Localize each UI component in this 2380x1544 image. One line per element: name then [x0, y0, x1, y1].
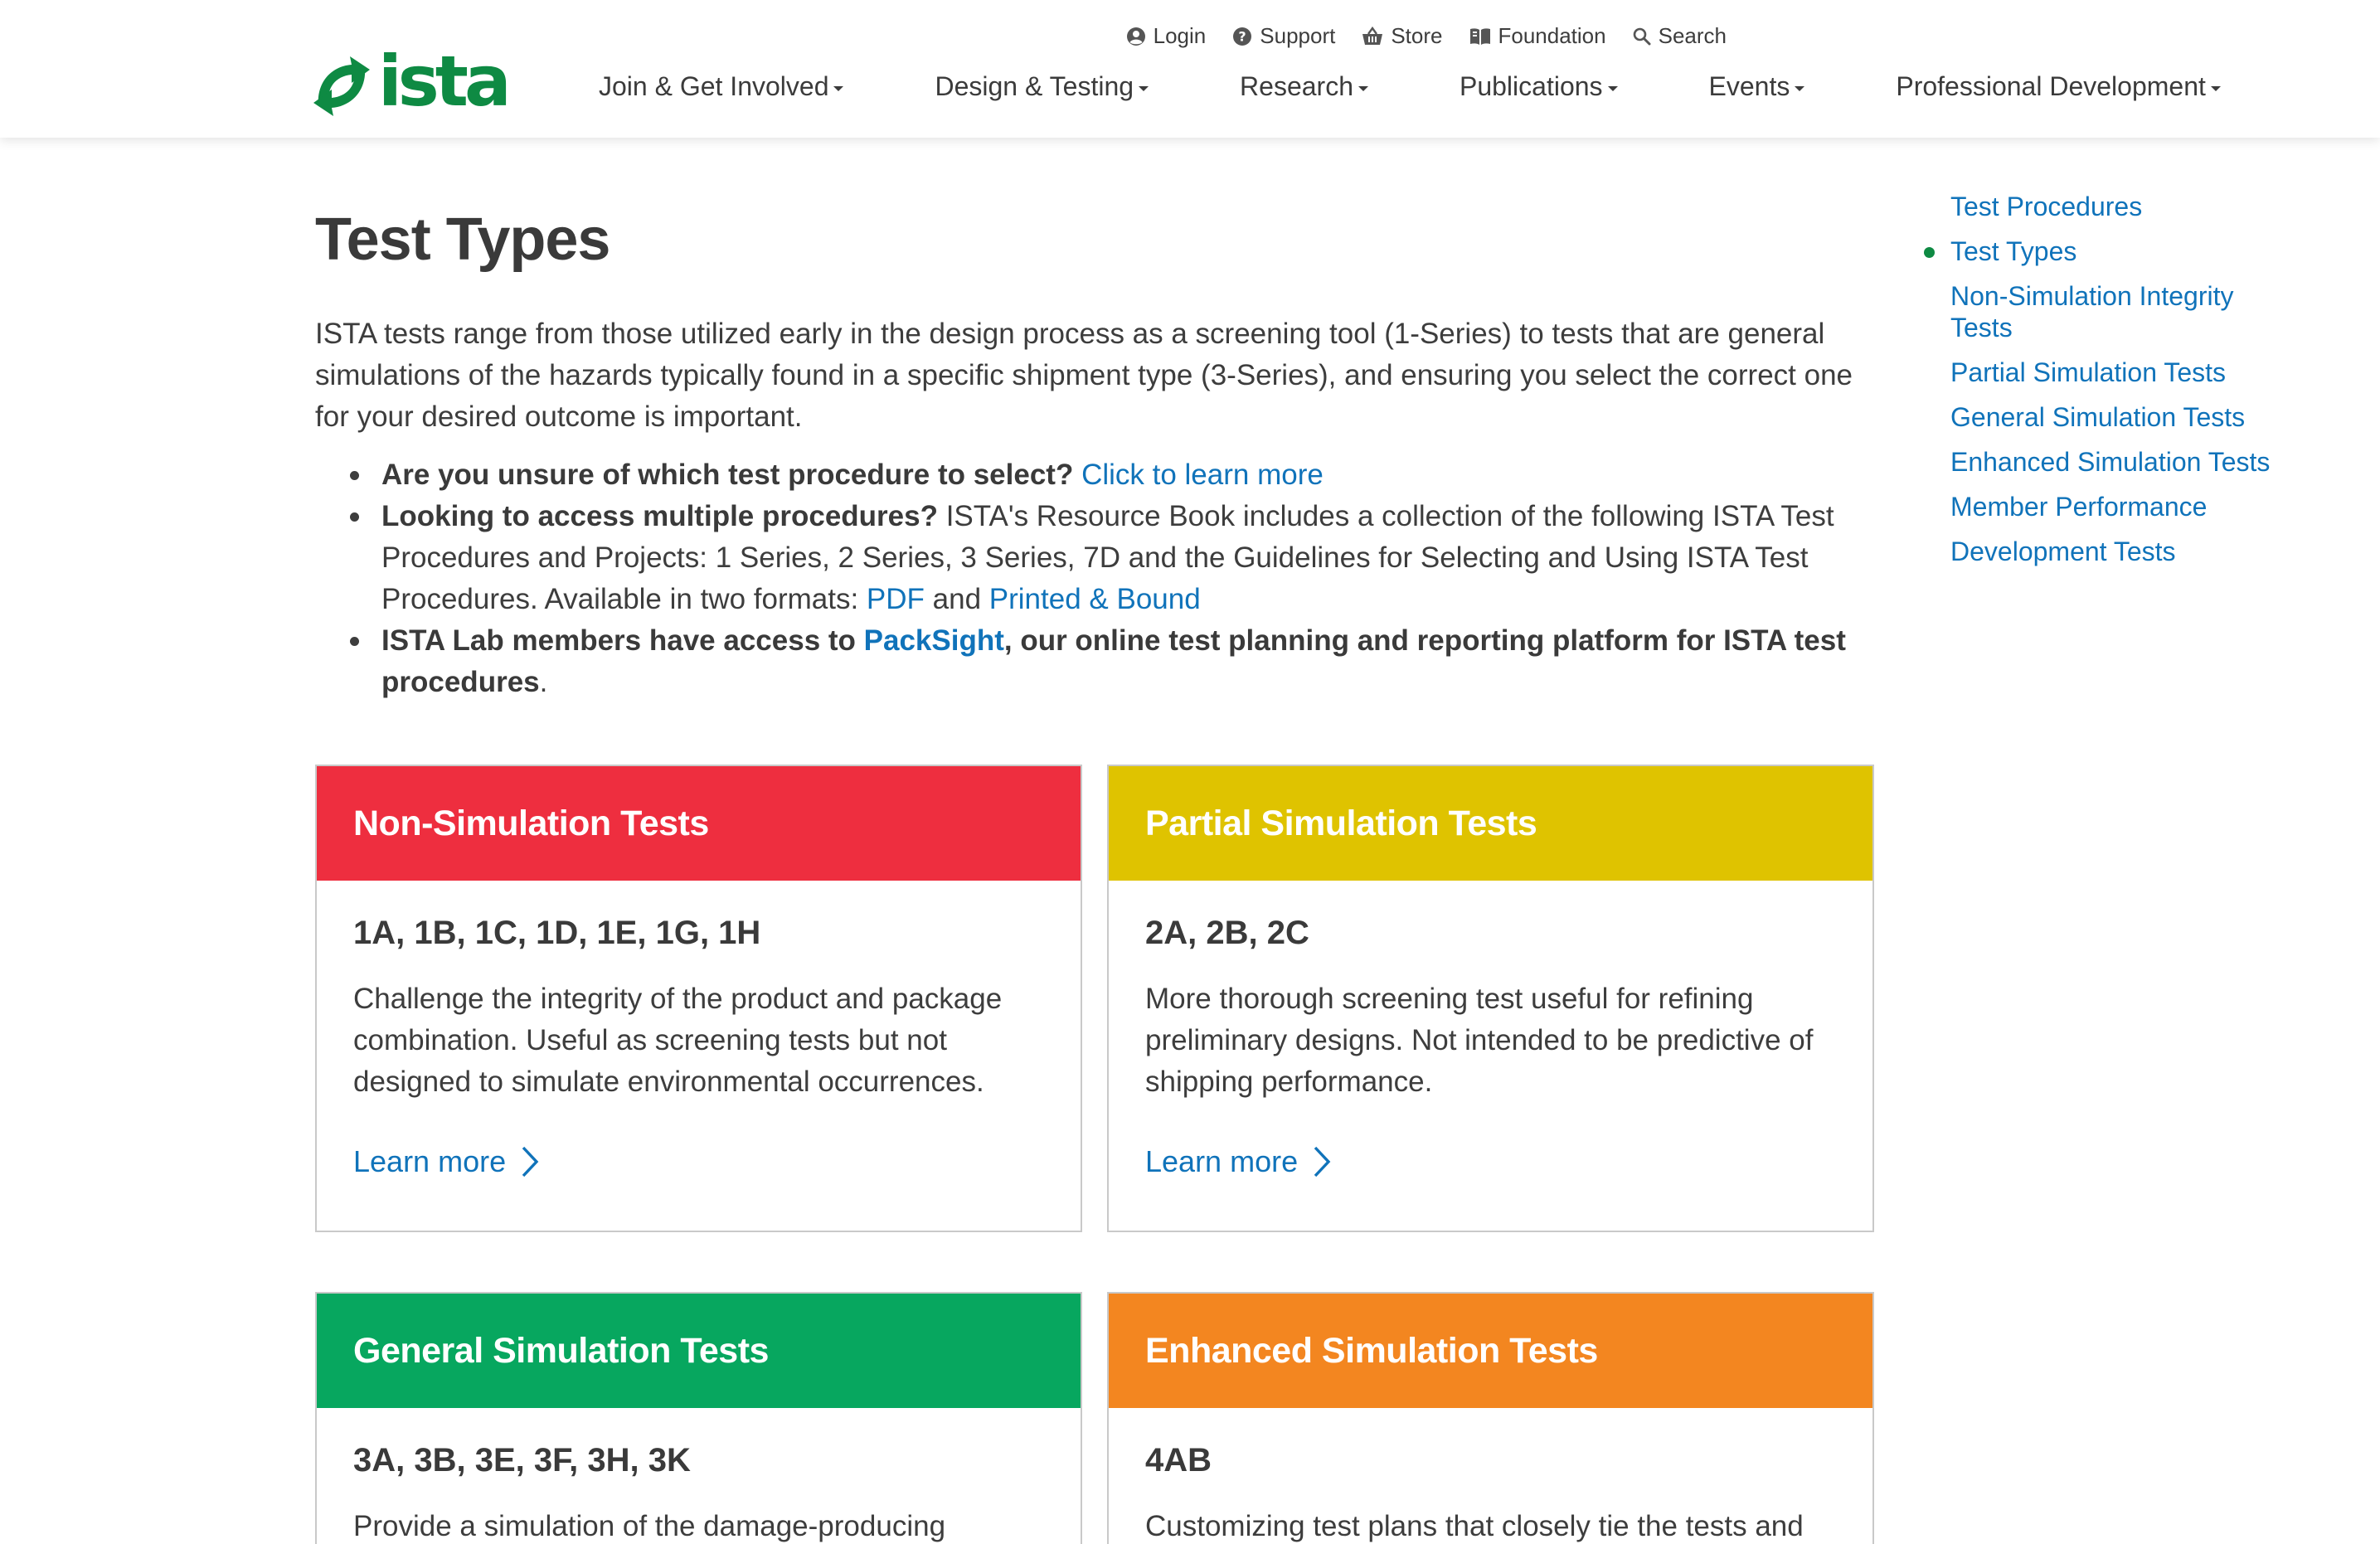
site-header — [0, 0, 2380, 138]
nav-professional-development[interactable] — [1896, 71, 2221, 102]
search-icon — [1633, 27, 1651, 46]
caret-down-icon — [1358, 86, 1368, 91]
list-item — [350, 454, 1876, 496]
utility-nav — [1126, 23, 1727, 49]
page-title: Test Types — [315, 206, 610, 273]
card-learn-more-link[interactable] — [353, 1144, 1044, 1179]
card-description: More thorough screening test useful for refining preliminary designs. Not intended to be predictive of shipping performance. — [1145, 983, 1814, 1098]
card-description: Provide a simulation of the damage-producing — [353, 1510, 946, 1542]
card-description: Challenge the integrity of the product and package combination. Useful as screening tests but not designed to simulate environmental occurrences. — [353, 983, 1003, 1098]
search-label: Search — [1658, 23, 1727, 48]
caret-down-icon — [2211, 86, 2221, 91]
foundation-link[interactable] — [1469, 23, 1606, 49]
card-codes: 2A, 2B, 2C — [1145, 915, 1309, 951]
card-title: Partial Simulation Tests — [1109, 766, 1872, 881]
login-label: Login — [1153, 23, 1207, 48]
caret-down-icon — [1608, 86, 1618, 91]
store-link[interactable] — [1362, 23, 1442, 49]
bullet-bold-text: ISTA Lab members have access to — [381, 624, 864, 657]
card-body — [1109, 1408, 1872, 1544]
card-body — [1109, 881, 1872, 1179]
sidenav-item-test-procedures[interactable]: Test Procedures — [1950, 192, 2143, 221]
printed-bound-link[interactable]: Printed & Bound — [988, 583, 1201, 615]
card-general-simulation — [315, 1292, 1082, 1544]
book-open-icon — [1469, 27, 1491, 46]
section-side-nav — [1950, 191, 2282, 580]
nav-label: Publications — [1459, 71, 1603, 101]
ista-arrows-icon — [310, 55, 373, 118]
bullet-text: and — [924, 583, 989, 615]
packsight-link[interactable]: PackSight — [863, 624, 1004, 657]
learn-more-label: Learn more — [1145, 1144, 1299, 1178]
card-title: General Simulation Tests — [317, 1294, 1081, 1408]
card-title: Non-Simulation Tests — [317, 766, 1081, 881]
card-non-simulation — [315, 765, 1082, 1232]
nav-events[interactable] — [1709, 71, 1805, 102]
bullet-text: ISTA's Resource Book includes a collection of the following ISTA Test Procedures and Projects: 1 Series, 2 Series, 3 Series, 7D and the Guidelines for Selecting and Using ISTA Test Procedures. Available in two formats: — [381, 500, 1834, 615]
caret-down-icon — [833, 86, 843, 91]
learn-more-link[interactable]: Click to learn more — [1081, 459, 1324, 491]
bullet-bold-text: Looking to access multiple procedures? — [381, 500, 938, 532]
list-item — [350, 620, 1876, 703]
nav-research[interactable] — [1240, 71, 1368, 102]
search-link[interactable] — [1633, 23, 1727, 49]
bullet-text: . — [539, 666, 548, 698]
card-body — [317, 1408, 1081, 1544]
sidenav-item-development-tests[interactable]: Development Tests — [1950, 537, 2176, 566]
help-circle-icon — [1232, 27, 1252, 46]
card-codes: 4AB — [1145, 1442, 1212, 1478]
main-nav — [599, 71, 2221, 102]
card-learn-more-link[interactable] — [1145, 1144, 1836, 1179]
intro-paragraph: ISTA tests range from those utilized early in the design process as a screening tool (1-Series) to tests that are general simulations of the hazards typically found in a specific shipment type (3-Series), and ensuring you select the correct one for your desired outcome is important. — [315, 318, 1853, 433]
card-description: Customizing test plans that closely tie the tests and — [1145, 1510, 1804, 1542]
card-partial-simulation — [1107, 765, 1874, 1232]
nav-label: Join & Get Involved — [599, 71, 829, 101]
sidenav-item-partial-simulation[interactable]: Partial Simulation Tests — [1950, 357, 2226, 387]
card-body — [317, 881, 1081, 1179]
store-label: Store — [1391, 23, 1443, 48]
nav-label: Design & Testing — [935, 71, 1134, 101]
sidenav-item-non-simulation[interactable]: Non-Simulation Integrity Tests — [1950, 281, 2234, 342]
nav-join-get-involved[interactable] — [599, 71, 843, 102]
ista-wordmark: ista — [378, 41, 508, 122]
sidenav-item-general-simulation[interactable]: General Simulation Tests — [1950, 402, 2246, 432]
card-codes: 3A, 3B, 3E, 3F, 3H, 3K — [353, 1442, 691, 1478]
foundation-label: Foundation — [1498, 23, 1606, 48]
info-bullets — [350, 454, 1876, 703]
pdf-link[interactable]: PDF — [866, 583, 925, 615]
nav-label: Research — [1240, 71, 1353, 101]
list-item — [350, 496, 1876, 620]
nav-label: Professional Development — [1896, 71, 2206, 101]
chevron-right-icon — [521, 1145, 539, 1178]
caret-down-icon — [1795, 86, 1804, 91]
sidenav-item-member-performance[interactable]: Member Performance — [1950, 492, 2208, 522]
nav-design-testing[interactable] — [935, 71, 1149, 102]
card-codes: 1A, 1B, 1C, 1D, 1E, 1G, 1H — [353, 915, 761, 951]
nav-label: Events — [1708, 71, 1790, 101]
card-enhanced-simulation — [1107, 1292, 1874, 1544]
caret-down-icon — [1139, 86, 1149, 91]
nav-publications[interactable] — [1460, 71, 1618, 102]
basket-icon — [1362, 27, 1383, 46]
svg-text:?: ? — [1238, 28, 1246, 44]
bullet-bold-text: Are you unsure of which test procedure to select? — [381, 459, 1074, 491]
bullet-bold-text: , our online test planning and reporting platform for ISTA test procedures — [381, 624, 1846, 698]
learn-more-label: Learn more — [353, 1144, 507, 1178]
card-title: Enhanced Simulation Tests — [1109, 1294, 1872, 1408]
sidenav-item-test-types[interactable]: Test Types — [1950, 235, 2282, 267]
login-link[interactable] — [1126, 23, 1207, 49]
chevron-right-icon — [1313, 1145, 1331, 1178]
support-link[interactable] — [1232, 23, 1335, 49]
support-label: Support — [1260, 23, 1336, 48]
sidenav-item-enhanced-simulation[interactable]: Enhanced Simulation Tests — [1950, 447, 2271, 477]
account-circle-icon — [1126, 27, 1146, 46]
ista-logo[interactable] — [310, 41, 508, 122]
